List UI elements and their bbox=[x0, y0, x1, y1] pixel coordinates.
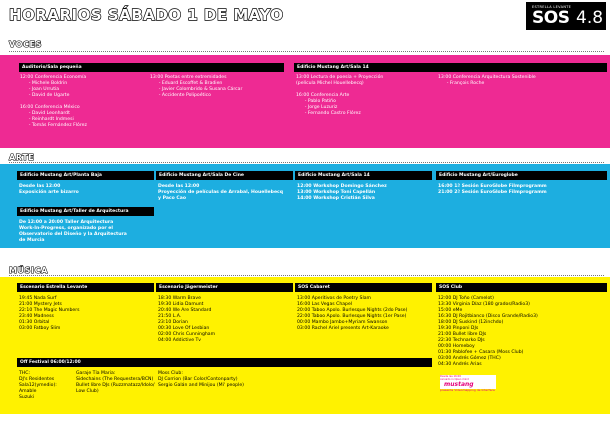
venue-header: SOS Cabaret bbox=[295, 283, 432, 292]
promo-line: Desde las 16:00 bbox=[440, 375, 461, 378]
venue-header: Edificio Mustang Art/Sala 14 bbox=[295, 171, 432, 180]
schedule-text: 12:00 DJ Toño (Camelot) 13:30 Virginia Díaz (180 grados/Radio3) 15:00 eMe 16:30 DJ Rojitbianco (Disco Grande/Radio3) 18:00 DJ Suskind (12inchdo) 19:30 Pinponi DJs 21:00 Bullet libre DJs 22:30 Technarko DJs 00:00 Homeboy 01:30 Pablofee + Casara (Moss Club) 03:00 Andrés Gómez (THC) 04:30 Andrés Arias bbox=[438, 296, 538, 367]
venue-header: Edificio Mustang Art/Sala 14 bbox=[294, 63, 607, 72]
schedule-text: Desde las 12:00 Proyección de películas de Arrabal, Houellebecq y Paco Cao bbox=[158, 184, 284, 201]
logo-brand: ESTRELLA LEVANTE bbox=[532, 5, 572, 9]
arte-band bbox=[0, 164, 610, 248]
voces-band bbox=[0, 55, 610, 148]
section-title-musica: MÚSICA bbox=[9, 266, 48, 275]
venue-header: Edificio Mustang Art/Euroglobe bbox=[436, 171, 607, 180]
section-rule bbox=[9, 275, 604, 276]
schedule-text: Moss Club: DJ Corrion (Bar Color/Contonparty) Sergio Galán and Minijou (Mi' people) bbox=[158, 371, 244, 388]
schedule-text: 16:00 1ª Sesión EuroGlobe Filmprogramm 21:00 2ª Sesión EuroGlobe Filmprogramm bbox=[438, 184, 547, 195]
section-rule bbox=[9, 162, 604, 163]
schedule-text: 18:30 Warm Brave 19:30 Lidia Damunt 20:40 We Are Standard 21:50 L.A. 23:10 Dorian 00:30 Love Of Lesbian 02:00 Chris Cunningham 04:00 Addictive Tv bbox=[158, 296, 216, 343]
promo-line: presenta Videomapping de Interface bbox=[440, 388, 495, 392]
schedule-text: Garaje Tía Maria: Sidechains (The Requestera/BCN) Bullet libre DJs (Ruzzmatazz/Idolo/ Low Club) bbox=[76, 371, 155, 394]
section-rule bbox=[9, 51, 604, 52]
section-title-voces: VOCES bbox=[9, 40, 42, 49]
page-title: HORARIOS SÁBADO 1 DE MAYO bbox=[9, 6, 284, 24]
schedule-text: 12:00 Workshop Domingo Sánchez 13:00 Workshop Toni Capellán 14:00 Workshop Cristián Silva bbox=[297, 184, 387, 201]
schedule-text: 13:00 Conferencia Arquitectura Sostenible - François Roche bbox=[438, 75, 536, 86]
logo-number: 4.8 bbox=[576, 8, 604, 28]
section-title-arte: ARTE bbox=[9, 153, 35, 162]
schedule-text: 19:45 Nada Surf 21:00 Mystery Jets 22:10 The Magic Numbers 23:40 Madness 01:30 Orbital 03:00 Fatboy Slim bbox=[19, 296, 80, 331]
schedule-text: 13:00 Aperitivos de Poetry Slam 16:00 Las Vegas Chapel 20:00 Taboo Apolo. Burlesque Nights (2do Pase) 22:00 Taboo Apolo. Burlesque Nights (1er Pase) 00:00 Mambo Jambo+Myriam Swanson 03:00 Rachel Ariel presents Art-Karaoke bbox=[297, 296, 408, 331]
schedule-text: 12:00 Conferencia Economía - Michele Boldrin - Joan Urrutia - David de Ugarte 16:00 Conferencia México - David Leonhardt - Reinhardt Indmesi - Tomás Fernández Flórez bbox=[20, 75, 87, 128]
musica-band bbox=[0, 277, 610, 414]
mustang-logo: mustang bbox=[444, 381, 474, 388]
schedule-text: 13:00 Poetas entre extremidades - Eduard Escoffet & Bradien - Javier Colombrido & Susana Cárcar - Accidente Polipoético bbox=[150, 75, 243, 98]
mustang-promo bbox=[440, 375, 496, 392]
sos-logo bbox=[526, 2, 606, 30]
schedule-text: Desde las 12:00 Exposición arte bizarro bbox=[19, 184, 79, 195]
venue-header: Escenario Estrella Levante bbox=[17, 283, 154, 292]
schedule-text: De 12:00 a 20:00 Taller Arquitectura Work-In-Progress, organizado por el Observatorio del Diseño y la Arquitectura de Murcia bbox=[19, 220, 127, 243]
venue-header: Escenario Jägermeister bbox=[156, 283, 293, 292]
promo-line: carvado in Open mind bbox=[440, 378, 469, 381]
venue-header: Edificio Mustang Art/Sala De Cine bbox=[156, 171, 293, 180]
schedule-text: THC: DJ's Residentes Sala12(ymedio): Amable Suzuki bbox=[19, 371, 57, 400]
schedule-text: 13:00 Lectura de poesía + Proyección (película Michel Houellebecq) 16:00 Conferencia Arte - Pablo Patiño - Jorge Luzuriz - Fernando Castro Flórez bbox=[296, 75, 384, 116]
logo-name: SOS bbox=[532, 8, 570, 28]
venue-header: Edificio Mustang Art/Planta Baja bbox=[17, 171, 154, 180]
venue-header: SOS Club bbox=[436, 283, 607, 292]
venue-header: Off Festival 06:00/12:00 bbox=[17, 358, 432, 367]
venue-header: Edificio Mustang Art/Taller de Arquitectura bbox=[17, 207, 154, 216]
venue-header: Auditorio/Sala pequeña bbox=[19, 63, 284, 72]
